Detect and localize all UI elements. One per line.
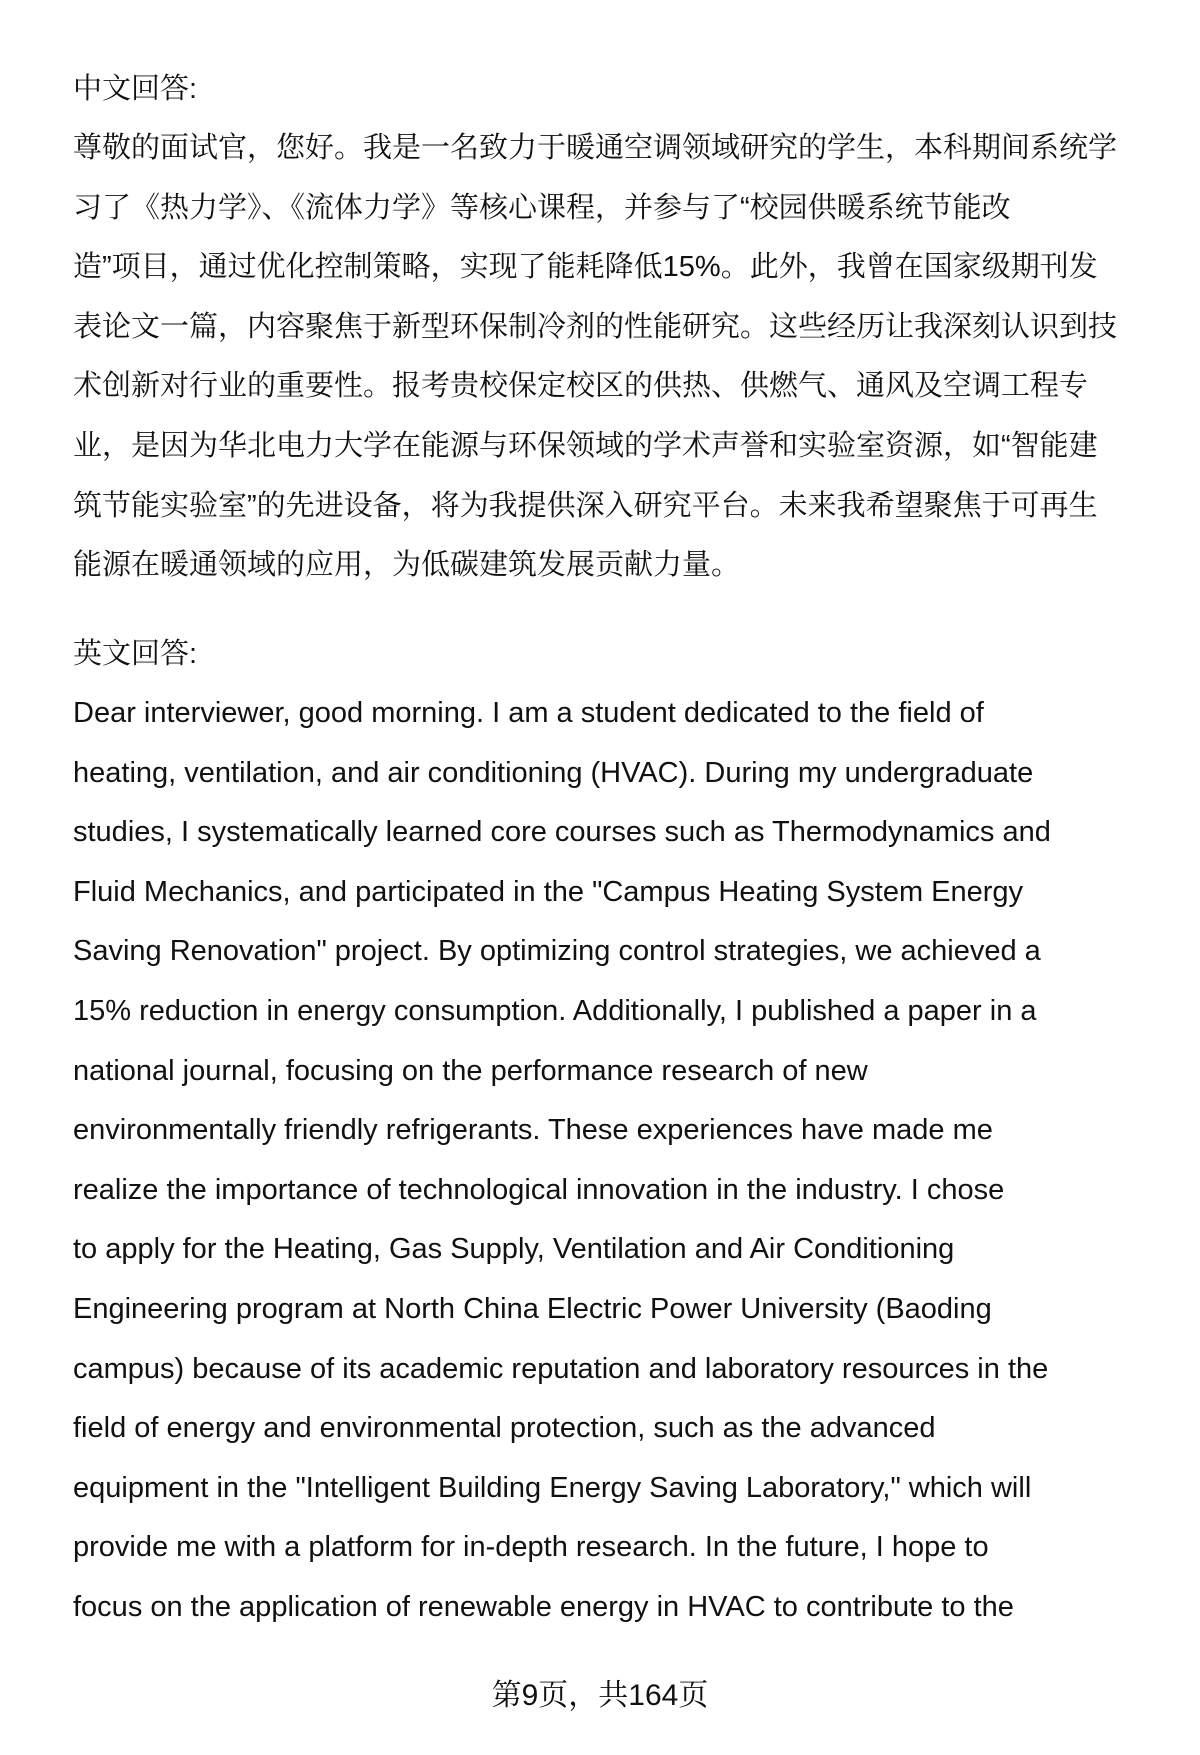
text-line: equipment in the "Intelligent Building Energy Saving Laboratory," which will [73, 1471, 1032, 1504]
text-line: Fluid Mechanics, and participated in the "Campus Heating System Energy [73, 875, 1024, 908]
text-line: field of energy and environmental protection, such as the advanced [73, 1412, 936, 1445]
chinese-answer-heading: 中文回答: [73, 73, 198, 105]
text-line: 造”项目，通过优化控制策略，实现了能耗降低15%。此外，我曾在国家级期刊发 [73, 251, 1098, 284]
english-answer-heading: 英文回答: [73, 638, 198, 670]
text-line: studies, I systematically learned core courses such as Thermodynamics and [73, 816, 1051, 849]
text-line: 表论文一篇，内容聚焦于新型环保制冷剂的性能研究。这些经历让我深刻认识到技 [73, 310, 1118, 343]
text-line: heating, ventilation, and air conditioning (HVAC). During my undergraduate [73, 756, 1034, 789]
text-line: 能源在暖通领域的应用，为低碳建筑发展贡献力量。 [73, 549, 741, 582]
text-line: provide me with a platform for in-depth research. In the future, I hope to [73, 1531, 989, 1564]
text-line: Saving Renovation" project. By optimizing control strategies, we achieved a [73, 935, 1041, 968]
text-line: to apply for the Heating, Gas Supply, Ventilation and Air Conditioning [73, 1233, 955, 1266]
text-line: realize the importance of technological innovation in the industry. I chose [73, 1173, 1005, 1206]
text-line: 术创新对行业的重要性。报考贵校保定校区的供热、供燃气、通风及空调工程专 [73, 370, 1089, 403]
text-line: 习了《热力学》、《流体力学》等核心课程，并参与了“校园供暖系统节能改 [73, 191, 1011, 224]
text-line: focus on the application of renewable energy in HVAC to contribute to the [73, 1591, 1014, 1623]
text-line: national journal, focusing on the performance research of new [73, 1054, 868, 1087]
text-line: 15% reduction in energy consumption. Additionally, I published a paper in a [73, 995, 1037, 1027]
text-line: 业，是因为华北电力大学在能源与环保领域的学术声誉和实验室资源，如“智能建 [73, 430, 1098, 462]
text-line: 筑节能实验室”的先进设备，将为我提供深入研究平台。未来我希望聚焦于可再生 [73, 489, 1098, 522]
text-line: 尊敬的面试官，您好。我是一名致力于暖通空调领域研究的学生，本科期间系统学 [73, 132, 1118, 164]
text-line: Dear interviewer, good morning. I am a student dedicated to the field of [73, 697, 984, 729]
text-line: campus) because of its academic reputation and laboratory resources in the [73, 1352, 1049, 1385]
text-line: environmentally friendly refrigerants. These experiences have made me [73, 1114, 993, 1147]
text-line: Engineering program at North China Electric Power University (Baoding [73, 1293, 992, 1325]
page-number: 第9页，共164页 [491, 1679, 709, 1712]
